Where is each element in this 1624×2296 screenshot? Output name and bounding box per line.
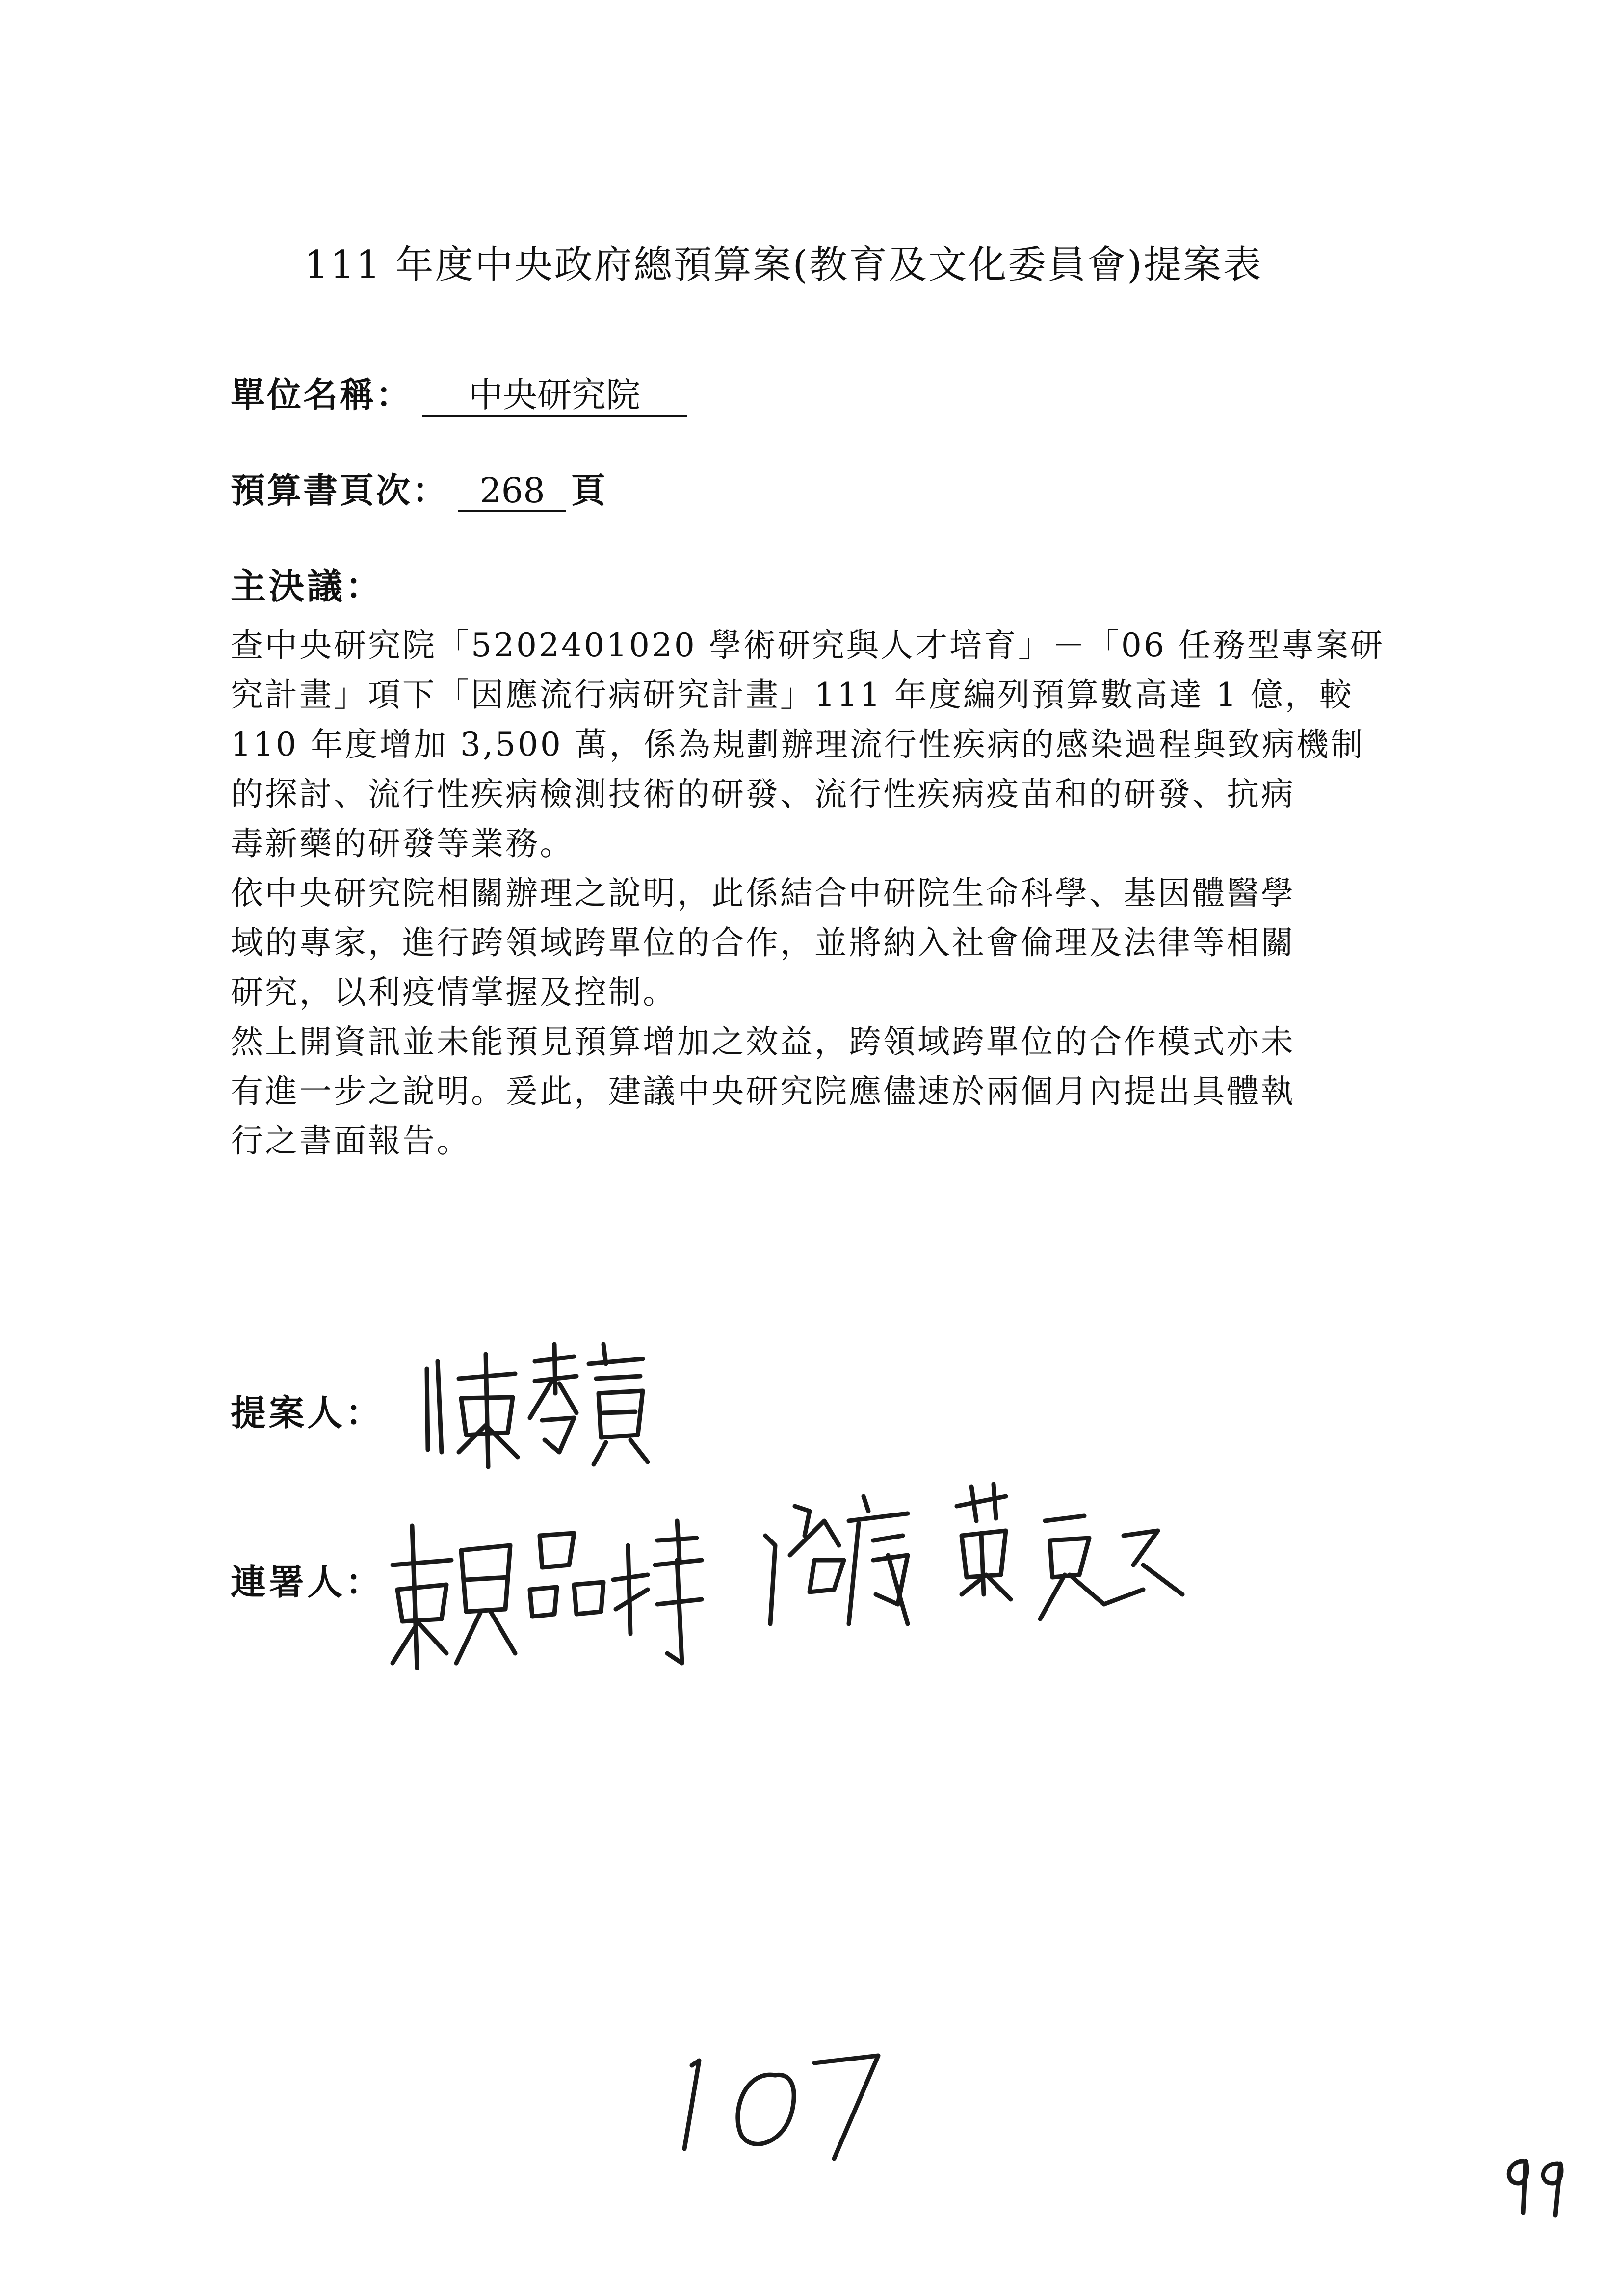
resolution-line: 然上開資訊並未能預見預算增加之效益，跨領域跨單位的合作模式亦未	[231, 1023, 1295, 1061]
resolution-line: 研究，以利疫情掌握及控制。	[231, 973, 677, 1011]
resolution-line: 毒新藥的研發等業務。	[231, 825, 574, 862]
resolution-body	[231, 621, 1438, 1166]
budget-page-suffix: 頁	[571, 470, 607, 511]
resolution-line: 的探討、流行性疾病檢測技術的研發、流行性疾病疫苗和的研發、抗病	[231, 775, 1295, 813]
resolution-line: 依中央研究院相關辦理之說明，此係結合中研院生命科學、基因體醫學	[231, 874, 1295, 912]
page-title: 111 年度中央政府總預算案(教育及文化委員會)提案表	[304, 243, 1263, 287]
resolution-line: 域的專家，進行跨領域跨單位的合作，並將納入社會倫理及法律等相關	[231, 924, 1295, 962]
resolution-line: 有進一步之說明。爰此，建議中央研究院應儘速於兩個月內提出具體執	[231, 1072, 1295, 1110]
resolution-line: 查中央研究院「5202401020 學術研究與人才培育」－「06 任務型專案研	[231, 626, 1385, 664]
unit-name-row	[231, 373, 687, 417]
resolution-line: 110 年度增加 3,500 萬，係為規劃辦理流行性疾病的感染過程與致病機制	[231, 726, 1365, 763]
resolution-line: 行之書面報告。	[231, 1122, 471, 1160]
resolution-heading: 主決議：	[231, 566, 384, 607]
cosigner-signature-1	[383, 1506, 716, 1683]
resolution-line: 究計畫」項下「因應流行病研究計畫」111 年度編列預算數高達 1 億，較	[231, 676, 1354, 714]
unit-name-label: 單位名稱：	[231, 375, 412, 415]
budget-page-value: 268	[458, 471, 566, 512]
unit-name-value: 中央研究院	[422, 375, 687, 417]
handwritten-number	[672, 2036, 888, 2164]
page-number	[1496, 2154, 1570, 2222]
proposer-signature	[412, 1334, 667, 1472]
cosigner-label: 連署人：	[231, 1562, 384, 1603]
proposer-label: 提案人：	[231, 1392, 384, 1434]
cosigner-signature-2	[751, 1477, 1281, 1639]
budget-page-label: 預算書頁次：	[231, 470, 448, 511]
budget-page-row	[231, 469, 607, 513]
